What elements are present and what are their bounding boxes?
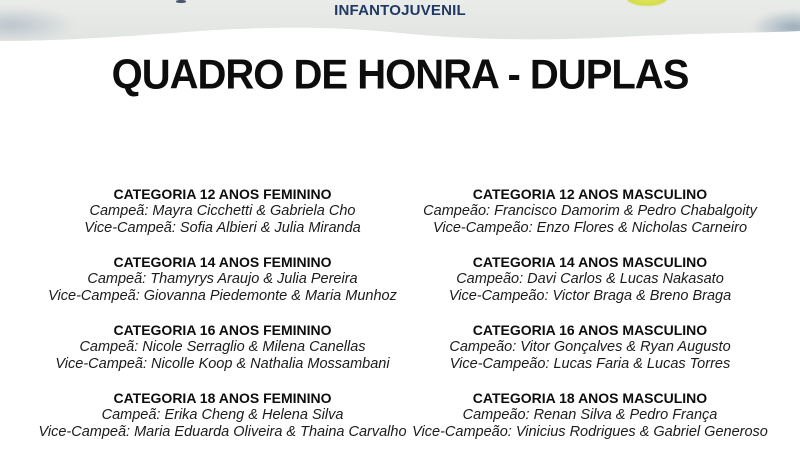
category-title: CATEGORIA 16 ANOS MASCULINO bbox=[472, 322, 708, 338]
category-title: CATEGORIA 18 ANOS MASCULINO bbox=[472, 390, 708, 406]
header-banner bbox=[0, 0, 800, 44]
banner-wave-edge bbox=[0, 21, 800, 44]
category-title: CATEGORIA 14 ANOS MASCULINO bbox=[472, 254, 708, 270]
champion-line: Campeã: Thamyrys Araujo & Julia Pereira bbox=[87, 271, 358, 287]
category-block-14-feminino bbox=[20, 254, 425, 304]
champion-line: Campeão: Renan Silva & Pedro França bbox=[462, 407, 718, 423]
column-feminino bbox=[20, 186, 425, 458]
page-title: QUADRO DE HONRA - DUPLAS bbox=[111, 52, 689, 98]
category-block-16-feminino bbox=[20, 322, 425, 372]
category-title: CATEGORIA 14 ANOS FEMININO bbox=[113, 254, 332, 270]
category-block-14-masculino bbox=[390, 254, 790, 304]
champion-line: Campeão: Vitor Gonçalves & Ryan Augusto bbox=[449, 339, 731, 355]
category-block-12-feminino bbox=[20, 186, 425, 236]
champion-line: Campeão: Francisco Damorim & Pedro Chabalgoity bbox=[423, 203, 757, 219]
runner-up-line: Vice-Campeã: Nicolle Koop & Nathalia Mossambani bbox=[55, 355, 390, 372]
champion-line: Campeã: Nicole Serraglio & Milena Canellas bbox=[79, 339, 366, 355]
banner-subtitle: INFANTOJUVENIL bbox=[334, 2, 466, 19]
runner-up-line: Vice-Campeã: Maria Eduarda Oliveira & Thaina Carvalho bbox=[38, 423, 407, 440]
column-masculino bbox=[390, 186, 790, 458]
runner-up-line: Vice-Campeã: Giovanna Piedemonte & Maria Munhoz bbox=[48, 287, 397, 304]
runner-up-line: Vice-Campeão: Victor Braga & Breno Braga bbox=[448, 287, 732, 304]
champion-line: Campeão: Davi Carlos & Lucas Nakasato bbox=[456, 271, 724, 287]
runner-up-line: Vice-Campeão: Lucas Faria & Lucas Torres bbox=[449, 355, 731, 372]
champion-line: Campeã: Erika Cheng & Helena Silva bbox=[101, 407, 344, 423]
category-title: CATEGORIA 18 ANOS FEMININO bbox=[113, 390, 332, 406]
category-title: CATEGORIA 12 ANOS FEMININO bbox=[113, 186, 332, 202]
champion-line: Campeã: Mayra Cicchetti & Gabriela Cho bbox=[89, 203, 356, 219]
category-block-12-masculino bbox=[390, 186, 790, 236]
runner-up-line: Vice-Campeão: Vinicius Rodrigues & Gabriel Generoso bbox=[412, 423, 768, 440]
runner-up-line: Vice-Campeão: Enzo Flores & Nicholas Carneiro bbox=[432, 219, 748, 236]
runner-up-line: Vice-Campeã: Sofia Albieri & Julia Miranda bbox=[84, 219, 361, 236]
category-block-18-masculino bbox=[390, 390, 790, 440]
category-title: CATEGORIA 16 ANOS FEMININO bbox=[113, 322, 332, 338]
category-block-18-feminino bbox=[20, 390, 425, 440]
category-title: CATEGORIA 12 ANOS MASCULINO bbox=[472, 186, 708, 202]
category-block-16-masculino bbox=[390, 322, 790, 372]
